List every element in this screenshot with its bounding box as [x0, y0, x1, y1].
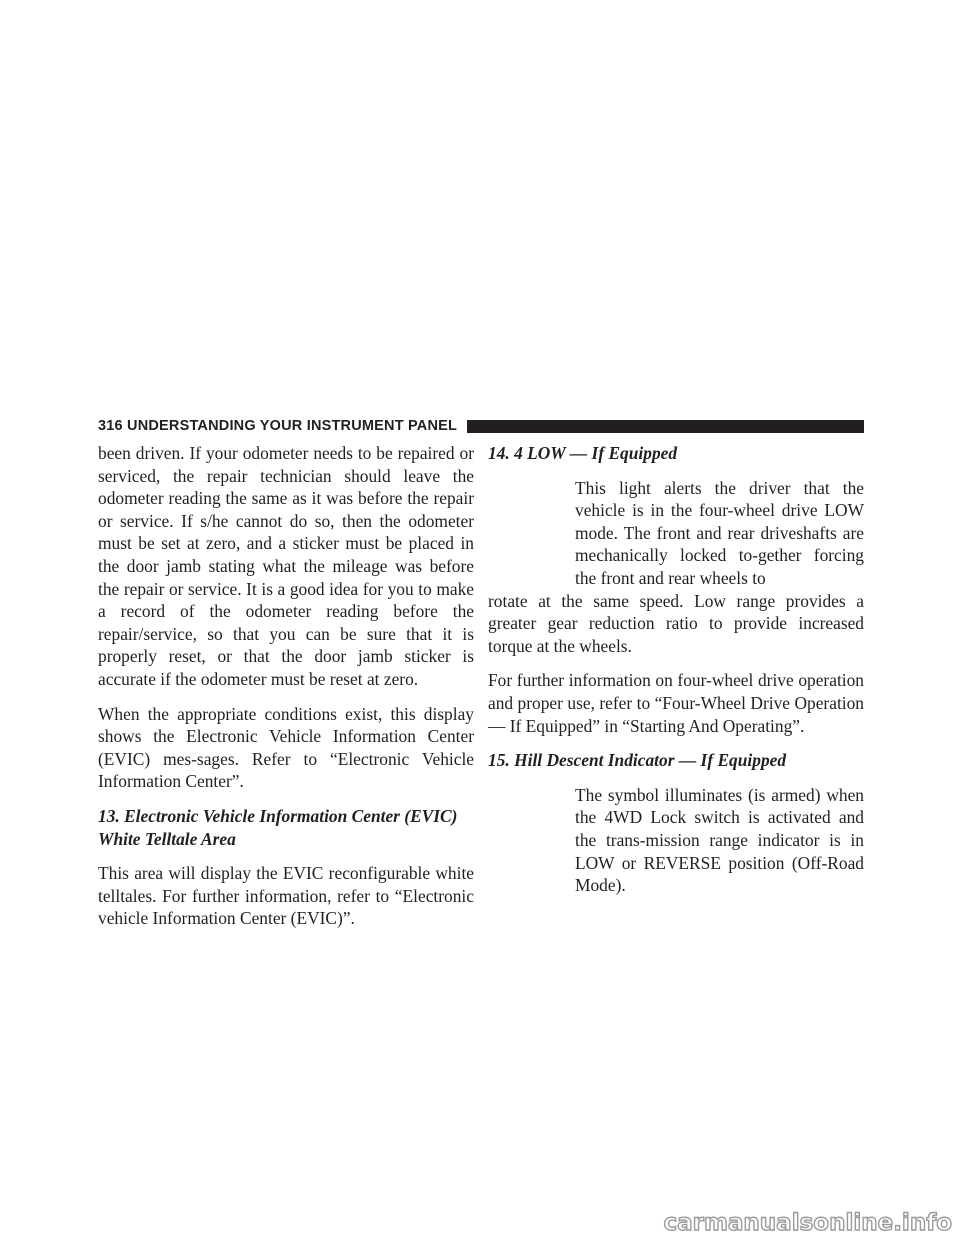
section-14-continued-paragraph: rotate at the same speed. Low range provides a greater gear reduction ratio to provide increased torque at the wheels. — [488, 590, 864, 656]
section-14-heading: 14. 4 LOW — If Equipped — [488, 443, 678, 463]
four-wheel-drive-info-paragraph: For further information on four-wheel drive operation and proper use, refer to “Four-Wheel Drive Operation — If Equipped” in “Starting And Operating”. — [488, 670, 864, 736]
evic-display-paragraph: When the appropriate conditions exist, this display shows the Electronic Vehicle Information Center (EVIC) mes-sages. Refer to “Electronic Vehicle Information Center”. — [98, 703, 474, 792]
page-header — [98, 417, 864, 435]
section-15-heading: 15. Hill Descent Indicator — If Equipped — [488, 750, 787, 771]
section-13-paragraph: This area will display the EVIC reconfigurable white telltales. For further information, refer to “Electronic vehicle Information Center (EVIC)”. — [98, 863, 474, 929]
left-column — [98, 442, 474, 942]
header-rule — [467, 420, 864, 433]
odometer-paragraph: been driven. If your odometer needs to be repaired or serviced, the repair technician should leave the odometer reading the same as it was before the repair or service. If s/he cannot do so, then the odometer must be set at zero, and a sticker must be placed in the door jamb stating what the mileage was before the repair or service. It is a good idea for you to make a record of the odometer reading before the repair/service, so that you can be sure that it is properly reset, or that the door jamb sticker is accurate if the odometer must be reset at zero. — [98, 443, 474, 689]
right-column — [488, 442, 864, 897]
site-watermark: carmanualsonline.info — [663, 1210, 952, 1236]
section-15-indented-paragraph: The symbol illuminates (is armed) when the 4WD Lock switch is activated and the trans-mission range indicator is in LOW or REVERSE position (Off-Road Mode). — [575, 784, 864, 896]
page-header-title: 316 UNDERSTANDING YOUR INSTRUMENT PANEL — [98, 418, 458, 434]
section-14-indented-paragraph: This light alerts the driver that the vehicle is in the four-wheel drive LOW mode. The front and rear driveshafts are mechanically locked to-gether forcing the front and rear wheels to — [575, 477, 864, 588]
section-13-heading: 13. Electronic Vehicle Information Center (EVIC) White Telltale Area — [98, 805, 458, 849]
